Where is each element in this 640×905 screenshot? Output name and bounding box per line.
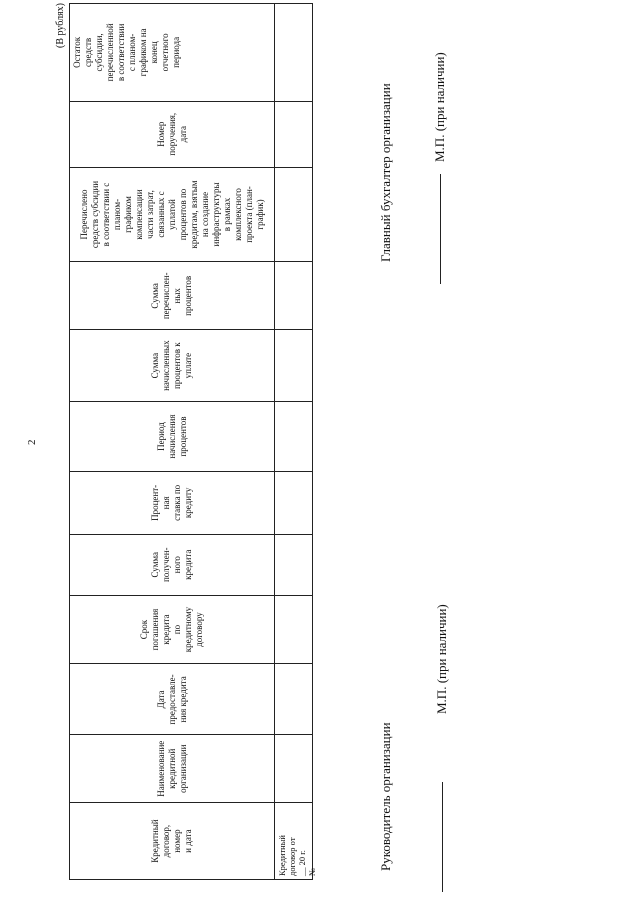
header-paid-interest: Сумма перечислен- ных процентов bbox=[70, 262, 274, 330]
header-credit-issue-date: Дата предоставле- ния кредита bbox=[70, 664, 274, 735]
header-credit-organization: Наименование кредитной организации bbox=[70, 735, 274, 803]
head-signature-line bbox=[442, 782, 443, 892]
table-header-row bbox=[70, 4, 274, 879]
stamp-note-accountant: М.П. (при наличии) bbox=[432, 52, 447, 162]
table-cell bbox=[275, 4, 313, 102]
header-repayment-term: Срок погашения кредита по кредитному договору bbox=[70, 596, 274, 665]
table-cell bbox=[275, 102, 313, 168]
table-cell bbox=[275, 168, 313, 263]
rotated-sheet bbox=[2, 2, 637, 902]
page-number: 2 bbox=[26, 439, 38, 445]
header-credit-agreement: Кредитный договор, номер и дата bbox=[150, 819, 193, 863]
table-cell bbox=[275, 664, 313, 735]
table-cell bbox=[275, 596, 313, 665]
header-credit-amount: Сумма получен- ного кредита bbox=[70, 535, 274, 596]
table-cell bbox=[275, 472, 313, 535]
report-table bbox=[69, 3, 317, 880]
header-order-number-date: Номер поручения, дата bbox=[70, 102, 274, 168]
table-cell bbox=[275, 402, 313, 472]
table-cell bbox=[275, 735, 313, 803]
header-subsidy-balance: Остаток средств субсидии, перечисленной в соответствии с планом- графиком на конец отчетного периода bbox=[70, 4, 274, 102]
header-accrual-period: Период начисления процентов bbox=[70, 402, 274, 472]
header-interest-rate: Процент- ная ставка по кредиту bbox=[70, 472, 274, 535]
chief-accountant-signature-label: Главный бухгалтер организации bbox=[378, 83, 393, 262]
stamp-note-head: М.П. (при наличии) bbox=[434, 604, 449, 714]
table-cell bbox=[275, 330, 313, 402]
table-cell bbox=[275, 535, 313, 596]
header-subsidy-transferred: Перечислено средств субсидии в соответствии с планом- графиком компенсации части затрат, связанных с уплатой процентов по кредитам, взятым на создание инфраструктуры в рамках комплексного проекта (план- график) bbox=[70, 168, 274, 263]
table-row bbox=[274, 4, 317, 879]
currency-note: (В рублях) bbox=[55, 3, 66, 48]
head-signature-label: Руководитель организации bbox=[378, 722, 393, 871]
chief-accountant-signature-line bbox=[440, 174, 441, 284]
row-credit-agreement-cell: Кредитный договор от __ 20 г. № bbox=[277, 835, 317, 876]
header-accrued-interest: Сумма начисленных процентов к уплате bbox=[70, 330, 274, 402]
table-cell bbox=[275, 262, 313, 330]
